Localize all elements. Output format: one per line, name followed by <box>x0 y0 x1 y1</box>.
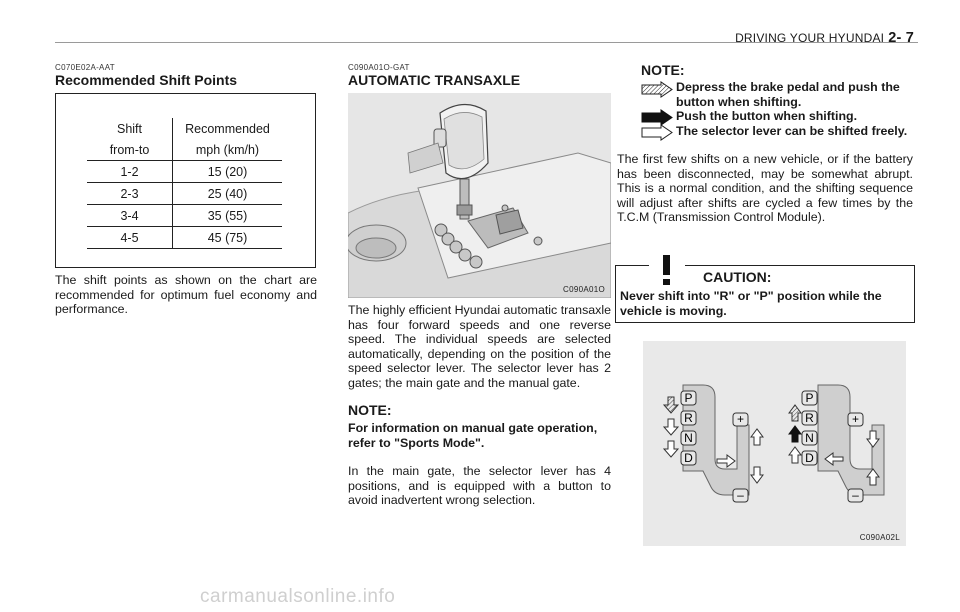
legend-item: The selector lever can be shifted freely. <box>676 124 908 138</box>
gear-lever-drawing <box>348 93 611 298</box>
manual-minus-label: – <box>852 488 859 502</box>
section-code: C070E02A-AAT <box>55 63 115 72</box>
note-label: NOTE: <box>348 402 392 418</box>
watermark: carmanualsonline.info <box>200 586 396 607</box>
note-text: For information on manual gate operation, refer to "Sports Mode". <box>348 421 598 450</box>
caution-title: CAUTION: <box>703 269 772 285</box>
manual-plus-label: + <box>851 412 860 426</box>
table-cell: 3-4 <box>87 205 173 227</box>
table-header-cell: from-to <box>87 139 173 161</box>
figure-code: C090A02L <box>859 533 900 542</box>
shift-points-table <box>87 118 282 249</box>
table-row <box>87 161 282 183</box>
shift-points-paragraph: The shift points as shown on the chart are recommended for optimum fuel economy and performance. <box>55 273 317 317</box>
warning-icon <box>646 252 688 288</box>
shift-pattern-drawing <box>643 341 906 546</box>
note-label: NOTE: <box>641 62 685 78</box>
legend-item: Push the button when shifting. <box>676 109 858 123</box>
caution-box <box>615 265 915 323</box>
gate-label-p: P <box>684 391 693 405</box>
gate-label-n: N <box>805 431 814 445</box>
first-shifts-paragraph: The first few shifts on a new vehicle, or if the battery has been disconnected, may be somewhat abrupt. This is a normal condition, and the shifting sequence will adjust after shifts are cycled a few times by the T.C.M (Transmission Control Module). <box>617 152 913 225</box>
manual-plus-label: + <box>736 412 745 426</box>
section-code: C090A01O-GAT <box>348 63 410 72</box>
table-cell: 2-3 <box>87 183 173 205</box>
table-cell: 25 (40) <box>173 183 283 205</box>
caution-text: Never shift into "R" or "P" position while the vehicle is moving. <box>620 289 882 318</box>
outline-arrow-icon <box>641 124 673 141</box>
table-cell: 4-5 <box>87 227 173 249</box>
gate-label-n: N <box>684 431 693 445</box>
section-title-shift-points: Recommended Shift Points <box>55 72 238 88</box>
gate-label-d: D <box>805 451 814 465</box>
gate-label-r: R <box>805 411 814 425</box>
shift-pattern-figure <box>643 341 906 546</box>
section-title: DRIVING YOUR HYUNDAI <box>735 31 885 45</box>
transaxle-paragraph: The highly efficient Hyundai automatic transaxle has four forward speeds and one reverse speed. The individual speeds are selected automatically, depending on the position of the speed selector lever. The selector lever has 2 gates; the main gate and the manual gate. <box>348 303 611 390</box>
table-header-cell: mph (km/h) <box>173 139 283 161</box>
legend-item: Depress the brake pedal and push the button when shifting. <box>676 80 900 109</box>
table-cell: 35 (55) <box>173 205 283 227</box>
manual-minus-label: – <box>737 488 744 502</box>
main-gate-paragraph: In the main gate, the selector lever has 4 positions, and is equipped with a button to avoid inadvertent wrong selection. <box>348 464 611 508</box>
figure-code: C090A01O <box>563 285 605 294</box>
table-row <box>87 183 282 205</box>
page-number: 2- 7 <box>888 30 914 46</box>
hatched-arrow-icon <box>641 81 673 98</box>
gate-label-d: D <box>684 451 693 465</box>
table-header-cell: Shift <box>87 118 173 139</box>
page-header <box>735 30 914 46</box>
table-cell: 45 (75) <box>173 227 283 249</box>
table-header-cell: Recommended <box>185 121 270 136</box>
section-title-automatic-transaxle: AUTOMATIC TRANSAXLE <box>348 72 521 88</box>
gate-label-p: P <box>805 391 814 405</box>
gear-lever-illustration <box>348 93 611 298</box>
table-cell: 1-2 <box>87 161 173 183</box>
gate-label-r: R <box>684 411 693 425</box>
table-cell: 15 (20) <box>173 161 283 183</box>
shift-points-table-box <box>55 93 316 268</box>
table-row <box>87 205 282 227</box>
table-row <box>87 227 282 249</box>
